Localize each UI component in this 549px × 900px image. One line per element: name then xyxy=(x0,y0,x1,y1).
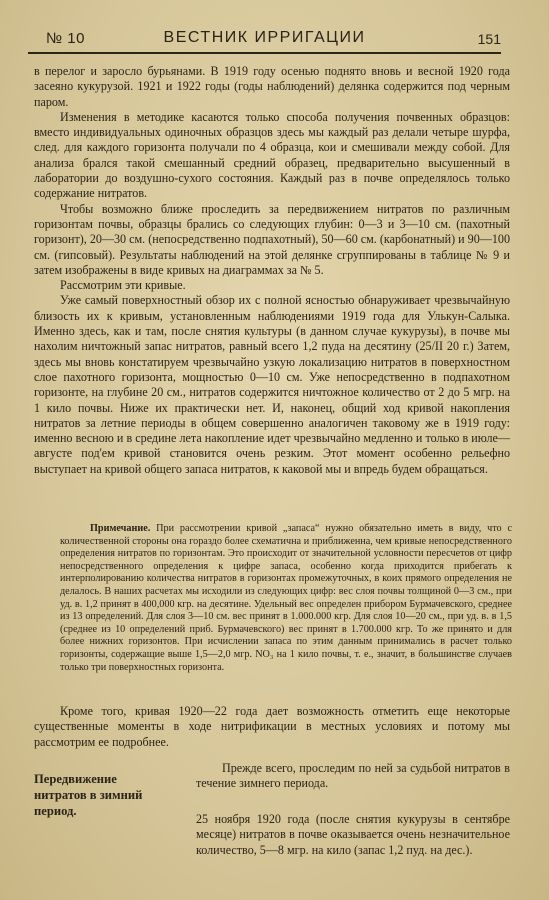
paragraph-3: Чтобы возможно ближе проследить за передвижением нитратов по различным горизонтам почвы, образцы брались со следующих глубин: 0—3 и 3—10 см. (пахотный горизонт), 20—30 см. (непосредственно подпахотный), 50—60 см. (карбонатный) и 90—100 см. (гипсовый). Результаты наблюдений на этой делянке сгруппированы в таблице № 9 и затем изображены в виде кривых на диаграммах за № 5. xyxy=(34,201,510,277)
page-header xyxy=(28,26,501,54)
note-text: При рассмотрении кривой „запаса“ нужно обязательно иметь в виду, что с количественной стороны она гораздо более схематична и приближенна, чем кривые непосредственного определения нитратов по горизонтам. Это происходит от значительной условности пересчетов от цифр непосредственного определения к цифре запаса, особенно когда приходится прибегать к интерполированию количества нитратов в горизонтах промежуточных, в коих прямого определения не делалось. В наших расчетах мы исходили из следующих цифр: вес слоя почвы толщиной 0—3 см., при уд. в. 1,2 принят в 400,000 кгр. на десятине. Удельный вес определен прибором Бурмачевского, среднее из 13 определений. Для слоя 3—10 см. вес принят в 1.000.000 кгр. Для слоя 10—20 см., при уд. в. в 1,5 (среднее из 10 определений приб. Бурмачевского) вес принят в 1.700.000 кгр. То же принято и для более нижних горизонтов. При исчислении запаса по этим данным принимались в расчет только горизонты, содержащие выше 1,5—2,0 мгр. NO₃ на 1 кило почвы, т. е., значит, в большинстве случаев только три поверхностных горизонта. xyxy=(60,523,512,673)
paragraph-7: 25 ноября 1920 года (после снятия кукурузы в сентябре месяце) нитратов в почве оказывается очень незначительное количество, 5—8 мгр. на кило (запас 1,2 пуд. на дес.). xyxy=(196,812,510,857)
body-text-lower xyxy=(34,704,510,750)
issue-number: № 10 xyxy=(46,30,85,47)
note-label: Примечание. xyxy=(90,523,151,534)
paragraph-side: Прежде всего, проследим по ней за судьбой нитратов в течение зимнего периода. xyxy=(196,761,510,791)
paragraph-1: в перелог и заросло бурьянами. В 1919 году осенью поднято вновь и весной 1920 года засеяно кукурузой. 1921 и 1922 годы (годы наблюдений) делянка содержится под черным паром. xyxy=(34,64,510,109)
page-number: 151 xyxy=(477,31,501,47)
footnote-block xyxy=(60,523,512,674)
body-text-tail xyxy=(34,812,510,858)
journal-title: ВЕСТНИК ИРРИГАЦИИ xyxy=(163,29,366,46)
body-text-upper xyxy=(34,64,510,477)
paragraph-2: Изменения в методике касаются только способа получения почвенных образцов: вместо индивидуальных одиночных образцов здесь мы каждый раз делали четыре шурфа, след. для каждого горизонта получали по 4 образца, кои и смешивали между собой. Для анализа брался такой смешанный средний образец, предварительно высушенный в лаборатории до воздушно-сухого состояния. Каждый раз в почве определялось только содержание нитратов. xyxy=(34,109,510,201)
paragraph-5: Уже самый поверхностный обзор их с полной ясностью обнаруживает чрезвычайную близость их к кривым, установленным наблюдениями 1919 года для Улькун-Салыка. Именно здесь, как и там, после снятия культуры (в данном случае кукурузы), в почве мы нахолим ничтожный запас нитратов, равный всего 1,2 пуда на десятину (25/II 20 г.) Затем, здесь мы вновь констатируем чрезвычайно узкую локализацию нитратов в поверхностном слое пахотного горизонта, мощностью 0—10 см. Уже непосредственно в подпахотном горизонте, на глубине 20 см., нитратов содержится ничтожное количество от 2 до 5 мгр. на 1 кило почвы. Ниже их практически нет. И, наконец, общий ход кривой накопления нитратов за летние периоды в общем совершенно аналогичен таковому же в 1919 году: именно весною и в средине лета накопление идет чрезвычайно медленно и только в июле—августе под'ем кривой становится очень резким. Этот момент особенно рельефно выступает на кривой общего запаса нитратов, к каковой мы и впредь будем обращаться. xyxy=(34,293,510,476)
section-side-body xyxy=(196,761,510,792)
paragraph-6: Кроме того, кривая 1920—22 года дает возможность отметить еще некоторые существенные моменты в ходе нитрификации в местных условиях и потому мы рассмотрим ее подробнее. xyxy=(34,704,510,749)
section-side-heading: Передвижение нитратов в зимний период. xyxy=(34,772,143,818)
paragraph-4: Рассмотрим эти кривые. xyxy=(60,278,186,293)
